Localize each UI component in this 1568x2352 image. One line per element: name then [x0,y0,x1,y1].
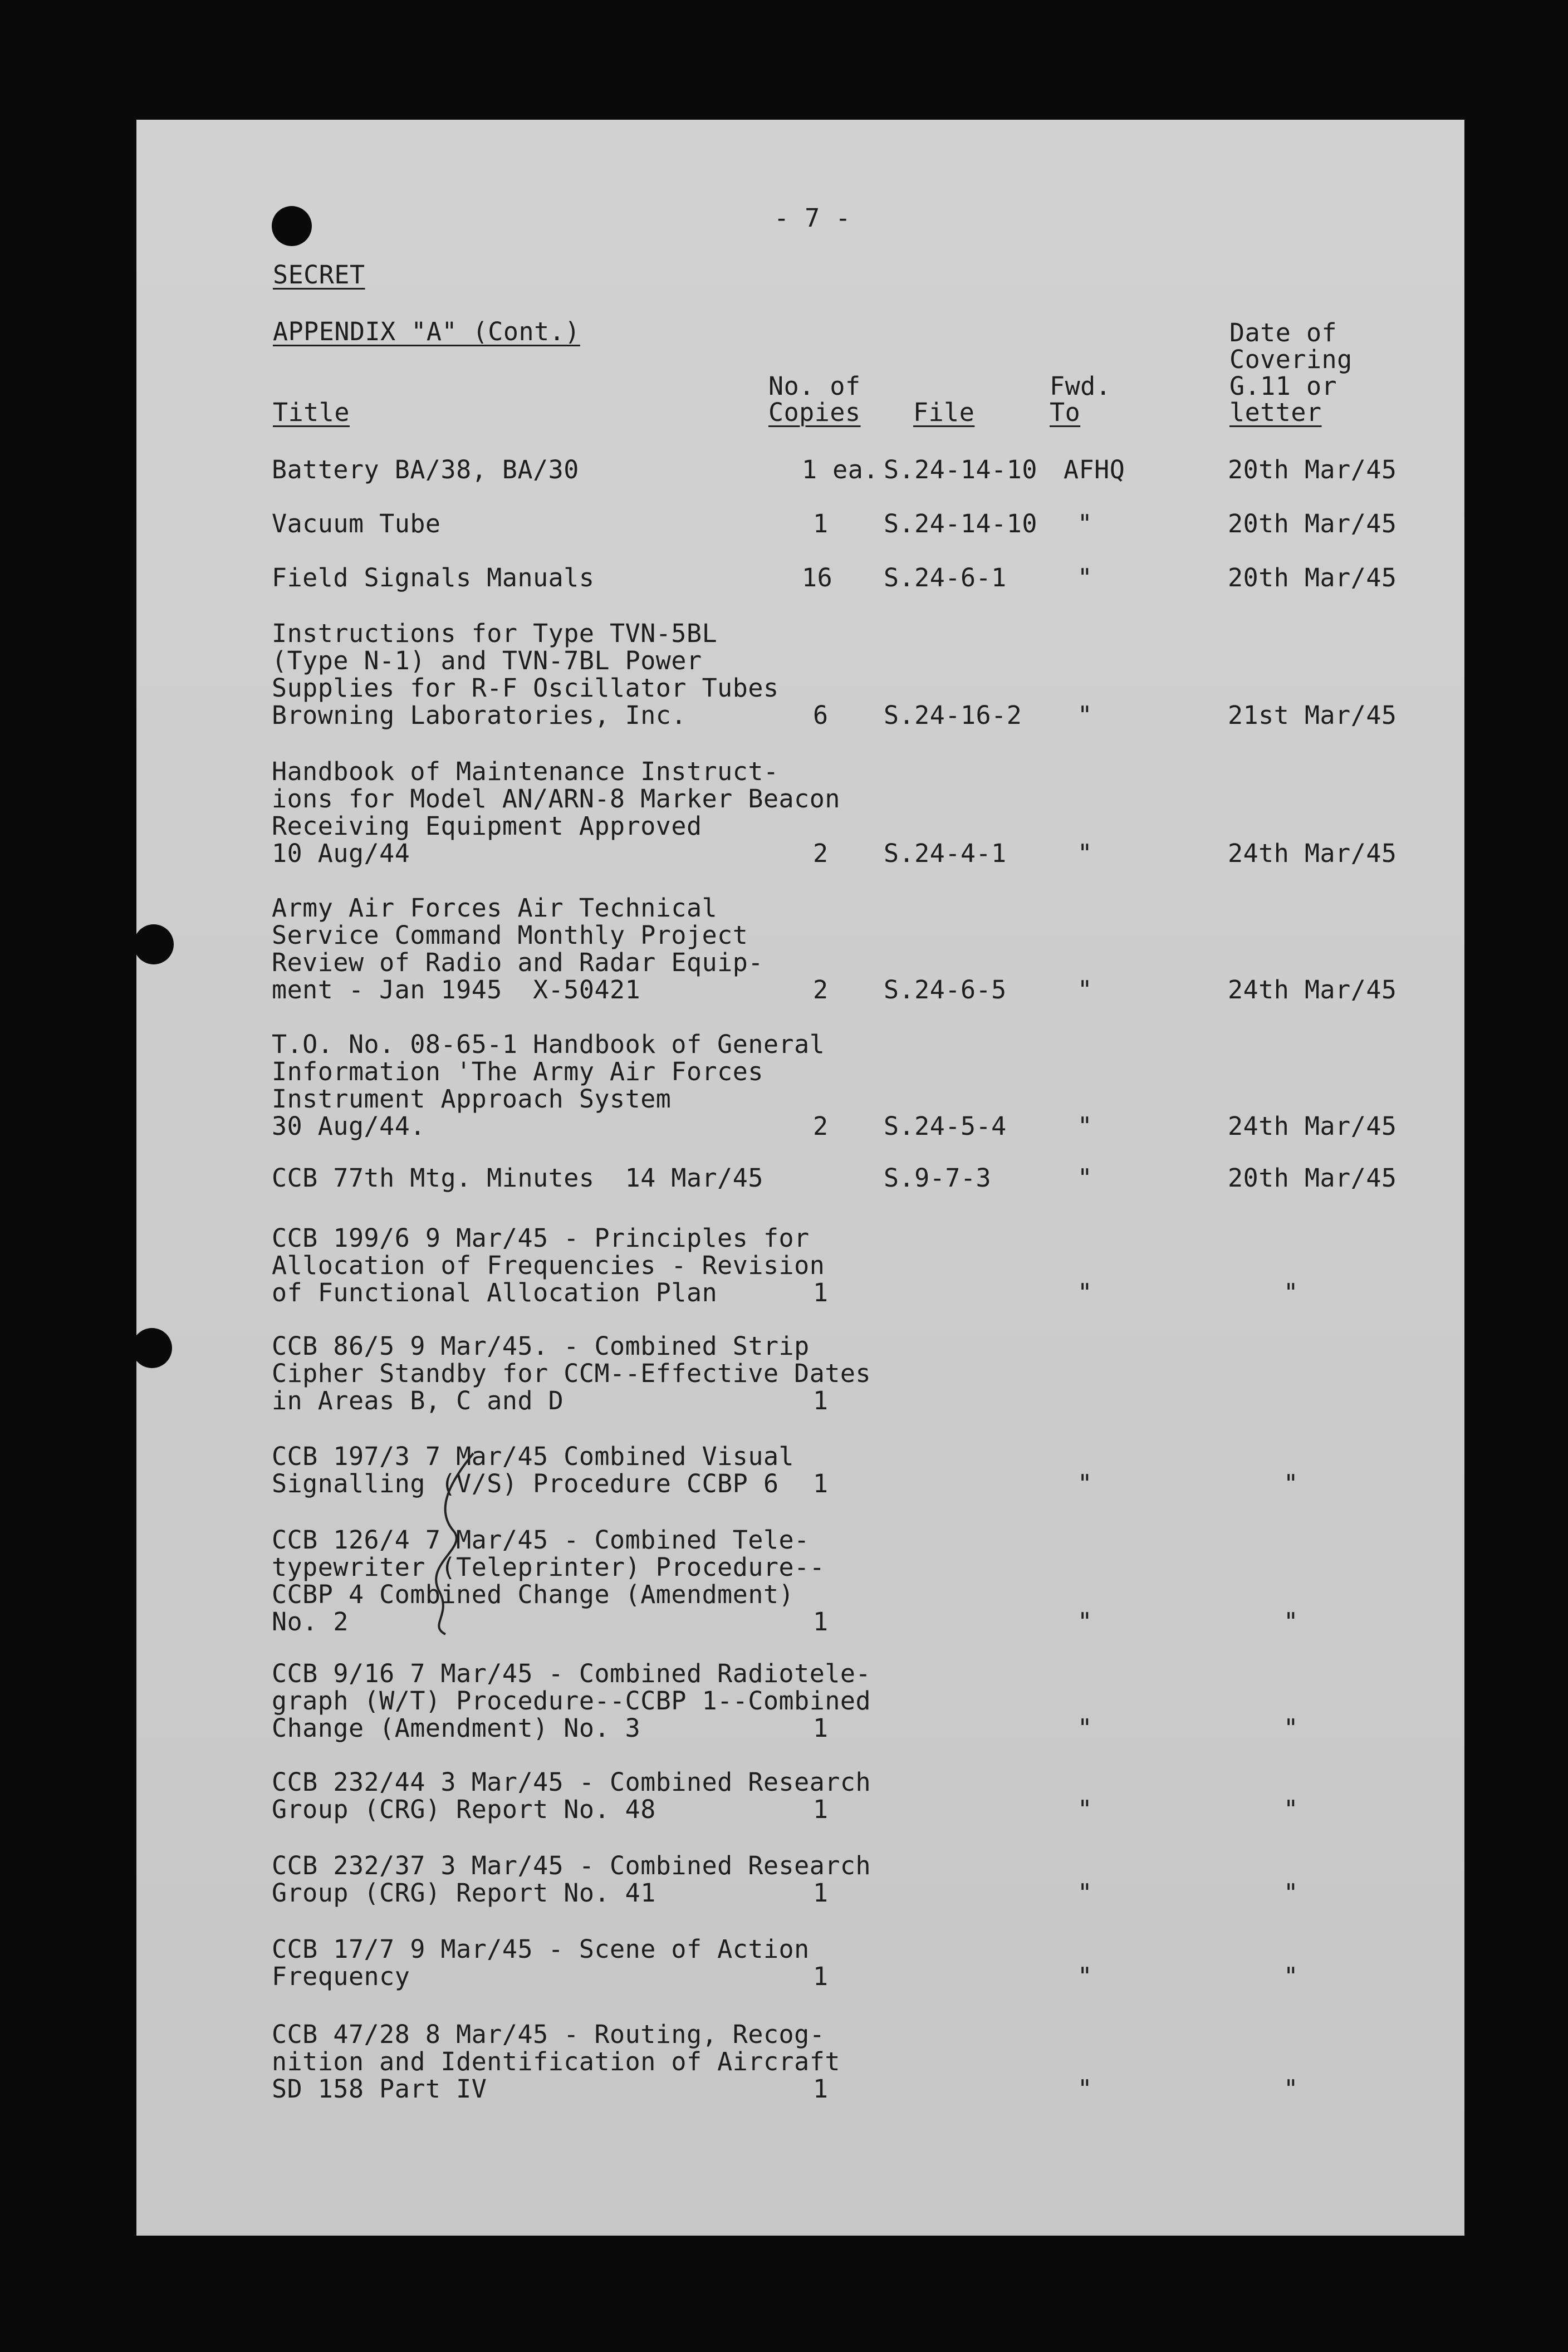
entry-copies: 2 [813,839,829,868]
entry-title-line: CCB 232/44 3 Mar/45 - Combined Research [272,1767,871,1797]
header-file: File [913,398,975,427]
entry-copies: 1 [813,2074,829,2104]
punch-hole [132,1328,172,1368]
entry-title-line: ment - Jan 1945 X-50421 [272,975,641,1004]
entry-date: 20th Mar/45 [1228,563,1397,592]
entry-copies: 1 [813,1278,829,1307]
entry-forwarded-to: " [1077,2075,1092,2103]
entry-title-line: 30 Aug/44. [272,1111,425,1141]
entry-title-line: CCB 47/28 8 Mar/45 - Routing, Recog- [272,2020,825,2049]
header-date-line1: Date of [1229,318,1337,347]
entry-title-line: Instructions for Type TVN-5BL [272,619,718,648]
entry-title-line: Service Command Monthly Project [272,920,748,950]
entry-copies: 1 [813,509,829,538]
entry-forwarded-to: " [1077,1112,1092,1140]
header-copies-line2: Copies [768,398,861,427]
entry-date: 20th Mar/45 [1228,455,1397,484]
entry-date: 24th Mar/45 [1228,1111,1397,1141]
entry-title-line: CCB 126/4 7 Mar/45 - Combined Tele- [272,1525,810,1555]
entry-copies: 1 ea. [802,455,879,484]
entry-forwarded-to: " [1077,1795,1092,1824]
entry-forwarded-to: " [1077,1714,1092,1742]
entry-forwarded-to: " [1077,1469,1092,1498]
entry-forwarded-to: " [1077,976,1092,1004]
entry-title-line: typewriter (Teleprinter) Procedure-- [272,1552,825,1582]
entry-date: 24th Mar/45 [1228,839,1397,868]
entry-title-line: in Areas B, C and D [272,1386,564,1415]
entry-forwarded-to: " [1077,701,1092,729]
entry-title-line: nition and Identification of Aircraft [272,2047,840,2076]
entry-copies: 1 [813,1962,829,1991]
entry-copies: 1 [813,1607,829,1636]
entry-file: S.24-6-1 [884,563,1007,592]
entry-title-line: SD 158 Part IV [272,2074,487,2104]
entry-date: " [1283,1469,1298,1498]
classification-marking: SECRET [273,260,365,290]
entry-title-line: Group (CRG) Report No. 48 [272,1795,656,1824]
entry-date: " [1283,1962,1298,1991]
entry-copies: 1 [813,1878,829,1908]
entry-title-line: of Functional Allocation Plan [272,1278,718,1307]
punch-hole [134,924,174,964]
entry-file: S.9-7-3 [884,1163,992,1193]
entry-title-line: Battery BA/38, BA/30 [272,455,579,484]
pen-scribble [401,1448,512,1637]
entry-date: " [1283,1278,1298,1307]
entry-copies: 16 [802,563,833,592]
entry-title-line: CCB 197/3 7 Mar/45 Combined Visual [272,1442,795,1471]
entry-title-line: Instrument Approach System [272,1084,672,1114]
entry-file: S.24-6-5 [884,975,1007,1004]
header-date-line4: letter [1229,398,1322,427]
entry-title-line: Change (Amendment) No. 3 [272,1713,641,1743]
entry-title-line: No. 2 [272,1607,349,1636]
entry-title-line: Cipher Standby for CCM--Effective Dates [272,1359,871,1388]
entry-title-line: Group (CRG) Report No. 41 [272,1878,656,1908]
header-fwd-line1: Fwd. [1050,371,1111,401]
entry-file: S.24-4-1 [884,839,1007,868]
entry-title-line: Information 'The Army Air Forces [272,1057,763,1086]
entry-title-line: Browning Laboratories, Inc. [272,700,687,730]
entry-date: 20th Mar/45 [1228,1163,1397,1193]
entry-date: " [1283,1879,1298,1907]
entry-title-line: Allocation of Frequencies - Revision [272,1251,825,1280]
entry-title-line: CCB 86/5 9 Mar/45. - Combined Strip [272,1331,810,1361]
entry-title-line: Handbook of Maintenance Instruct- [272,757,779,786]
entry-forwarded-to: " [1077,1278,1092,1307]
header-copies-line1: No. of [768,371,861,401]
entry-forwarded-to: " [1077,1879,1092,1907]
entry-title-line: Signalling (V/S) Procedure CCBP 6 [272,1469,779,1498]
appendix-heading: APPENDIX "A" (Cont.) [273,317,580,346]
entry-title-line: Receiving Equipment Approved [272,811,702,841]
entry-copies: 1 [813,1469,829,1498]
entry-copies: 2 [813,975,829,1004]
header-title: Title [273,398,350,427]
entry-date: " [1283,2075,1298,2103]
entry-forwarded-to: " [1077,1164,1092,1192]
entry-copies: 1 [813,1713,829,1743]
entry-title-line: Army Air Forces Air Technical [272,893,718,923]
entry-date: 21st Mar/45 [1228,700,1397,730]
entry-forwarded-to: AFHQ [1064,455,1125,484]
entry-copies: 6 [813,700,829,730]
entry-forwarded-to: " [1077,839,1092,868]
entry-title-line: Vacuum Tube [272,509,441,538]
entry-date: " [1283,1608,1298,1636]
header-date-line2: Covering [1229,345,1353,374]
header-fwd-line2: To [1050,398,1081,427]
entry-title-line: CCB 17/7 9 Mar/45 - Scene of Action [272,1934,810,1964]
entry-date: 20th Mar/45 [1228,509,1397,538]
entry-title-line: CCB 77th Mtg. Minutes 14 Mar/45 [272,1163,763,1193]
punch-hole [272,206,312,246]
entry-date: " [1283,1795,1298,1824]
entry-forwarded-to: " [1077,1608,1092,1636]
entry-title-line: (Type N-1) and TVN-7BL Power [272,646,702,675]
entry-title-line: Field Signals Manuals [272,563,595,592]
entry-forwarded-to: " [1077,509,1092,538]
entry-title-line: CCB 232/37 3 Mar/45 - Combined Research [272,1851,871,1880]
entry-title-line: CCB 9/16 7 Mar/45 - Combined Radiotele- [272,1659,871,1688]
page-number: - 7 - [774,203,851,233]
entry-file: S.24-5-4 [884,1111,1007,1141]
entry-file: S.24-16-2 [884,700,1022,730]
entry-date: " [1283,1714,1298,1742]
entry-title-line: ions for Model AN/ARN-8 Marker Beacon [272,784,840,814]
entry-file: S.24-14-10 [884,455,1037,484]
header-date-line3: G.11 or [1229,371,1337,401]
entry-forwarded-to: " [1077,564,1092,592]
entry-title-line: CCB 199/6 9 Mar/45 - Principles for [272,1223,810,1253]
entry-title-line: T.O. No. 08-65-1 Handbook of General [272,1030,825,1059]
entry-forwarded-to: " [1077,1962,1092,1991]
entry-title-line: graph (W/T) Procedure--CCBP 1--Combined [272,1686,871,1716]
entry-file: S.24-14-10 [884,509,1037,538]
entry-date: 24th Mar/45 [1228,975,1397,1004]
entry-title-line: CCBP 4 Combined Change (Amendment) [272,1580,795,1609]
entry-copies: 2 [813,1111,829,1141]
entry-title-line: Supplies for R-F Oscillator Tubes [272,673,779,703]
entry-copies: 1 [813,1795,829,1824]
entry-copies: 1 [813,1386,829,1415]
entry-title-line: 10 Aug/44 [272,839,410,868]
entry-title-line: Frequency [272,1962,410,1991]
entry-title-line: Review of Radio and Radar Equip- [272,948,763,977]
